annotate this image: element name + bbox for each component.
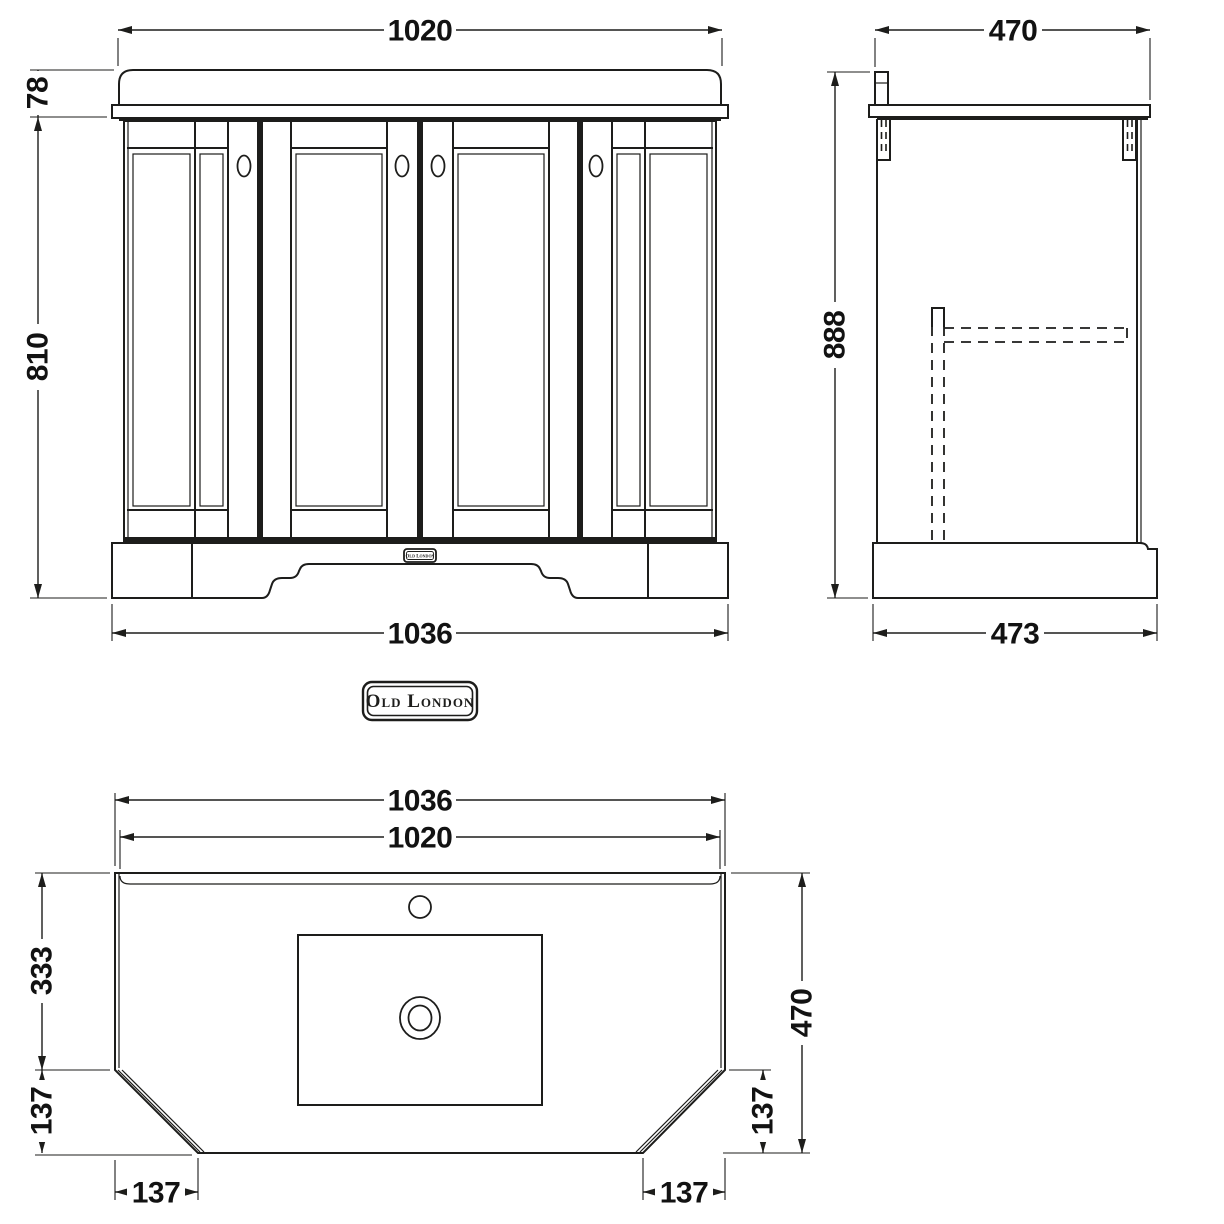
front-door-gap-center — [417, 121, 423, 543]
front-door-gap — [257, 121, 263, 543]
plan-outline — [115, 873, 725, 1153]
tap-hole — [409, 896, 431, 918]
front-panel — [650, 154, 707, 506]
dim-label-worktop-height: 78 — [21, 76, 55, 110]
dim-plan-chamfer-right — [643, 1158, 725, 1210]
dim-label-front-base-width: 1036 — [387, 617, 453, 651]
dim-label-overall-height: 888 — [818, 310, 852, 360]
front-panel — [200, 154, 223, 506]
side-hidden-frame — [932, 308, 1127, 543]
dim-plan-side-lower-depth — [26, 1070, 193, 1155]
front-panel — [617, 154, 640, 506]
dim-label-front-top-width: 1020 — [387, 14, 453, 48]
dim-label-side-upper-depth: 333 — [25, 946, 59, 996]
side-bracket-front — [1123, 120, 1136, 160]
front-door-panel — [458, 154, 544, 506]
dim-label-plan-overall-depth: 470 — [785, 988, 819, 1038]
dim-label-side-lower-depth: 137 — [25, 1086, 59, 1136]
front-worktop — [119, 70, 721, 105]
dim-label-chamfer-left: 137 — [131, 1176, 181, 1210]
dim-label-front-corner-depth: 137 — [746, 1086, 780, 1136]
drain-outer — [400, 997, 440, 1039]
dim-plan-side-upper-depth — [26, 873, 111, 1070]
plinth-badge-text: Old London — [405, 554, 435, 560]
dim-label-side-base-depth: 473 — [990, 617, 1040, 651]
dim-front-top-width — [118, 15, 722, 67]
dim-side-top-depth — [875, 15, 1150, 101]
front-elevation-view — [112, 70, 728, 598]
door-handle — [396, 156, 409, 177]
dim-label-chamfer-right: 137 — [659, 1176, 709, 1210]
plan-view — [115, 873, 725, 1153]
dim-plan-front-corner-depth — [729, 1070, 780, 1153]
side-elevation-view — [869, 72, 1157, 598]
door-handle — [432, 156, 445, 177]
basin-bowl — [298, 935, 542, 1105]
dim-side-overall-height — [819, 72, 871, 598]
dim-label-plan-overall-width: 1036 — [387, 784, 453, 818]
drain-inner — [409, 1006, 432, 1031]
brand-logo-text: Old London — [365, 691, 475, 712]
front-door-gap — [577, 121, 583, 543]
door-handle — [238, 156, 251, 177]
side-bracket-rear — [877, 120, 890, 160]
dim-label-plan-inner-width: 1020 — [387, 821, 453, 855]
dim-plan-chamfer-left — [115, 1158, 198, 1210]
dim-label-side-top-depth: 470 — [988, 14, 1038, 48]
side-worktop — [869, 105, 1150, 117]
dim-front-worktop-height — [22, 70, 115, 117]
front-worktop-edge — [112, 105, 728, 118]
front-panel — [133, 154, 190, 506]
dim-side-base-depth — [873, 604, 1157, 651]
plinth-badge — [404, 549, 436, 562]
side-plinth — [873, 543, 1157, 598]
dim-front-base-width — [112, 604, 728, 651]
dim-label-cabinet-height: 810 — [21, 332, 55, 382]
dim-plan-inner-width — [120, 822, 720, 870]
side-upstand — [875, 72, 888, 105]
door-handle — [590, 156, 603, 177]
dim-front-cabinet-height — [22, 117, 108, 598]
plan-worktop-back-edge — [120, 876, 720, 884]
front-door-panel — [296, 154, 382, 506]
brand-logo — [363, 682, 477, 720]
